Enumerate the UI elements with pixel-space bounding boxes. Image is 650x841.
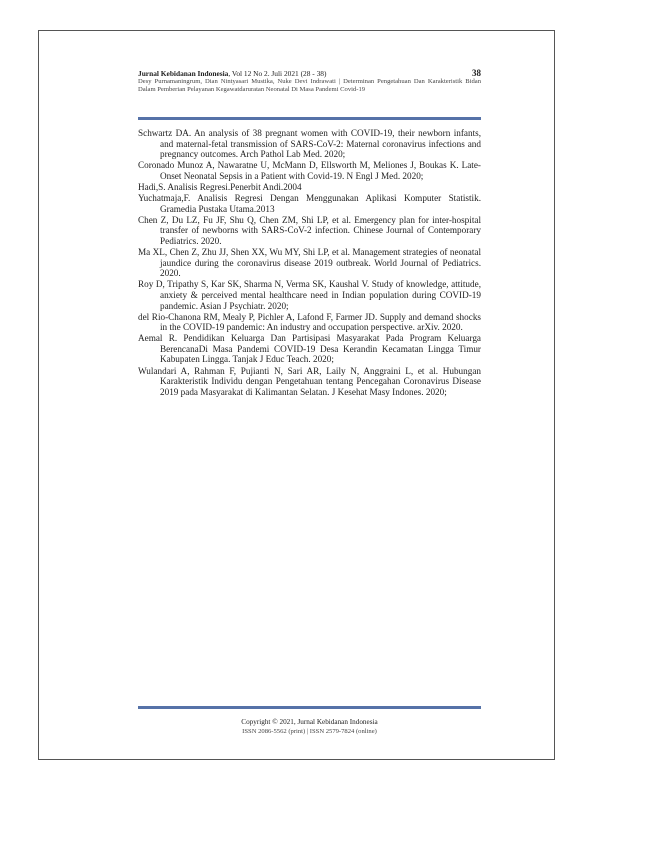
reference-item: Roy D, Tripathy S, Kar SK, Sharma N, Verma SK, Kaushal V. Study of knowledge, attitude, anxiety & perceived mental healthcare need in Indian population during COVID-19 pandemic. Asian J Psychiatr. 2020; [138, 279, 481, 311]
issn-line: ISSN 2086-5562 (print) | ISSN 2579-7824 (online) [242, 728, 377, 735]
header-rule [138, 117, 481, 120]
reference-item: Aemal R. Pendidikan Keluarga Dan Partisipasi Masyarakat Pada Program Keluarga BerencanaDi Masa Pandemi COVID-19 Desa Kerandin Kecamatan Lingga Timur Kabupaten Lingga. Tanjak J Educ Teach. 2020; [138, 333, 481, 365]
reference-item: Chen Z, Du LZ, Fu JF, Shu Q, Chen ZM, Shi LP, et al. Emergency plan for inter-hospital transfer of newborns with SARS-CoV-2 infection. Chinese Journal of Contemporary Pediatrics. 2020. [138, 214, 481, 246]
footer-rule [138, 706, 481, 709]
reference-item: Hadi,S. Analisis Regresi.Penerbit Andi.2004 [138, 181, 302, 192]
reference-item: Schwartz DA. An analysis of 38 pregnant women with COVID-19, their newborn infants, and maternal-fetal transmission of SARS-CoV-2: Maternal coronavirus infections and pregnancy outcomes. Arch Pathol Lab Med. 2020; [138, 128, 481, 160]
page-footer [138, 718, 481, 736]
header-top-line [138, 69, 481, 78]
article-authors-title: Desy Purnamaningrum, Dian Nintyasari Mustika, Nuke Devi Indrawati | Determinan Pengetahuan Dan Karakteristik Bidan Dalam Pemberian Pelayanan Kegawatdaruratan Neonatal Di Masa Pandemi Covid-19 [138, 78, 481, 93]
reference-item: Coronado Munoz A, Nawaratne U, McMann D, Ellsworth M, Meliones J, Boukas K. Late-Onset Neonatal Sepsis in a Patient with Covid-19. N Engl J Med. 2020; [138, 160, 481, 181]
reference-list [138, 128, 481, 398]
journal-name: Jurnal Kebidanan Indonesia [138, 69, 229, 78]
reference-item: Ma XL, Chen Z, Zhu JJ, Shen XX, Wu MY, Shi LP, et al. Management strategies of neonatal jaundice during the coronavirus disease 2019 outbreak. World Journal of Pediatrics. 2020. [138, 247, 481, 279]
copyright-line: Copyright © 2021, Jurnal Kebidanan Indonesia [241, 718, 378, 726]
journal-volume-info: , Vol 12 No 2. Juli 2021 (28 - 38) [228, 69, 327, 78]
journal-citation [138, 70, 326, 78]
reference-item: Wulandari A, Rahman F, Pujianti N, Sari AR, Laily N, Anggraini L, et al. Hubungan Karakteristik Individu dengan Pengetahuan tentang Pencegahan Coronavirus Disease 2019 pada Masyarakat di Kalimantan Selatan. J Kesehat Masy Indones. 2020; [138, 365, 481, 397]
reference-item: del Rio-Chanona RM, Mealy P, Pichler A, Lafond F, Farmer JD. Supply and demand shocks in the COVID-19 pandemic: An industry and occupation perspective. arXiv. 2020. [138, 311, 481, 333]
page-number: 38 [472, 68, 481, 78]
reference-item: Yuchatmaja,F. Analisis Regresi Dengan Menggunakan Aplikasi Komputer Statistik. Gramedia Pustaka Utama.2013 [138, 193, 481, 214]
running-header [138, 69, 481, 94]
